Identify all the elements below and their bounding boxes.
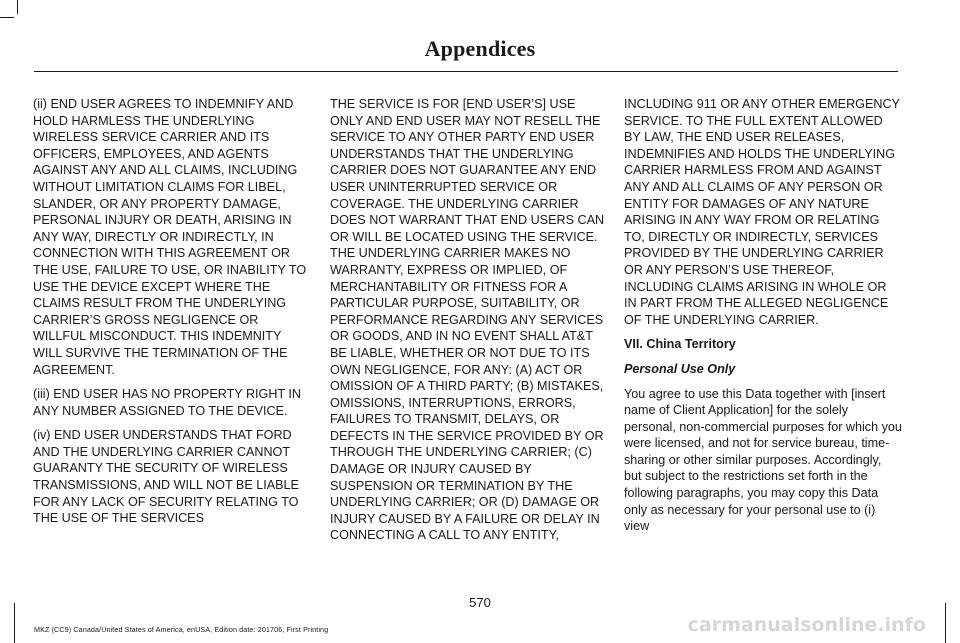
edition-footer: MKZ (CC9) Canada/United States of America, enUSA, Edition date: 201706, First Printing (34, 625, 329, 634)
crop-mark-top-left-vertical (17, 0, 18, 14)
text-column-2 (330, 96, 608, 552)
page-title: Appendices (424, 36, 536, 61)
section-heading-china-territory: VII. China Territory (624, 337, 736, 352)
paragraph-service-use: THE SERVICE IS FOR [END USER’S] USE ONLY AND END USER MAY NOT RESELL THE SERVICE TO ANY OTHER PARTY END USER UNDERSTANDS THAT THE UNDERLYING CARRIER DOES NOT GUARANTEE ANY END USER UNINTERRUPTED SERVICE OR COVERAGE. THE UNDERLYING CARRIER DOES NOT WARRANT THAT END USERS CAN OR WILL BE LOCATED USING THE SERVICE. THE UNDERLYING CARRIER MAKES NO WARRANTY, EXPRESS OR IMPLIED, OF MERCHANTABILITY OR FITNESS FOR A PARTICULAR PURPOSE, SUITABILITY, OR PERFORMANCE REGARDING ANY SERVICES OR GOODS, AND IN NO EVENT SHALL AT&T BE LIABLE, WHETHER OR NOT DUE TO ITS OWN NEGLIGENCE, FOR ANY: (A) ACT OR OMISSION OF A THIRD PARTY; (B) MISTAKES, OMISSIONS, INTERRUPTIONS, ERRORS, FAILURES TO TRANSMIT, DELAYS, OR DEFECTS IN THE SERVICE PROVIDED BY OR THROUGH THE UNDERLYING CARRIER; (C) DAMAGE OR INJURY CAUSED BY SUSPENSION OR TERMINATION BY THE UNDERLYING CARRIER; OR (D) DAMAGE OR INJURY CAUSED BY A FAILURE OR DELAY IN CONNECTING A CALL TO ANY ENTITY, (330, 97, 605, 543)
paragraph-security: (iv) END USER UNDERSTANDS THAT FORD AND THE UNDERLYING CARRIER CANNOT GUARANTY THE SECURITY OF WIRELESS TRANSMISSIONS, AND WILL NOT BE LIABLE FOR ANY LACK OF SECURITY RELATING TO THE USE OF THE SERVICES (33, 428, 299, 526)
subheading-personal-use: Personal Use Only (624, 361, 736, 376)
paragraph-indemnify: (ii) END USER AGREES TO INDEMNIFY AND HOLD HARMLESS THE UNDERLYING WIRELESS SERVICE CARRIER AND ITS OFFICERS, EMPLOYEES, AND AGENTS AGAINST ANY AND ALL CLAIMS, INCLUDING WITHOUT LIMITATION CLAIMS FOR LIBEL, SLANDER, OR ANY PROPERTY DAMAGE, PERSONAL INJURY OR DEATH, ARISING IN ANY WAY, DIRECTLY OR INDIRECTLY, IN CONNECTION WITH THIS AGREEMENT OR THE USE, FAILURE TO USE, OR INABILITY TO USE THE DEVICE EXCEPT WHERE THE CLAIMS RESULT FROM THE UNDERLYING CARRIER’S GROSS NEGLIGENCE OR WILLFUL MISCONDUCT. THIS INDEMNITY WILL SURVIVE THE TERMINATION OF THE AGREEMENT. (33, 97, 307, 377)
page-number: 570 (469, 595, 491, 610)
text-column-1 (33, 96, 311, 535)
crop-mark-top-left-horizontal (0, 17, 14, 18)
text-column-3 (624, 96, 902, 543)
paragraph-personal-use: You agree to use this Data together with [insert name of Client Application] for the solely personal, non-commercial purposes for which you were licensed, and not for service bureau, time-sharing or other similar purposes. Accordingly, but subject to the restrictions set forth in the following paragraphs, you may copy this Data only as necessary for your personal use to (i) view (624, 386, 902, 534)
watermark-logo: carmanualsonline.info (687, 614, 926, 636)
paragraph-release: INCLUDING 911 OR ANY OTHER EMERGENCY SERVICE. TO THE FULL EXTENT ALLOWED BY LAW, THE END USER RELEASES, INDEMNIFIES AND HOLDS THE UNDERLYING CARRIER HARMLESS FROM AND AGAINST ANY AND ALL CLAIMS OF ANY PERSON OR ENTITY FOR DAMAGES OF ANY NATURE ARISING IN ANY WAY FROM OR RELATING TO, DIRECTLY OR INDIRECTLY, SERVICES PROVIDED BY THE UNDERLYING CARRIER OR ANY PERSON’S USE THEREOF, INCLUDING CLAIMS ARISING IN WHOLE OR IN PART FROM THE ALLEGED NEGLIGENCE OF THE UNDERLYING CARRIER. (624, 97, 900, 327)
paragraph-property-right: (iii) END USER HAS NO PROPERTY RIGHT IN ANY NUMBER ASSIGNED TO THE DEVICE. (33, 387, 302, 418)
header-divider (34, 71, 898, 72)
